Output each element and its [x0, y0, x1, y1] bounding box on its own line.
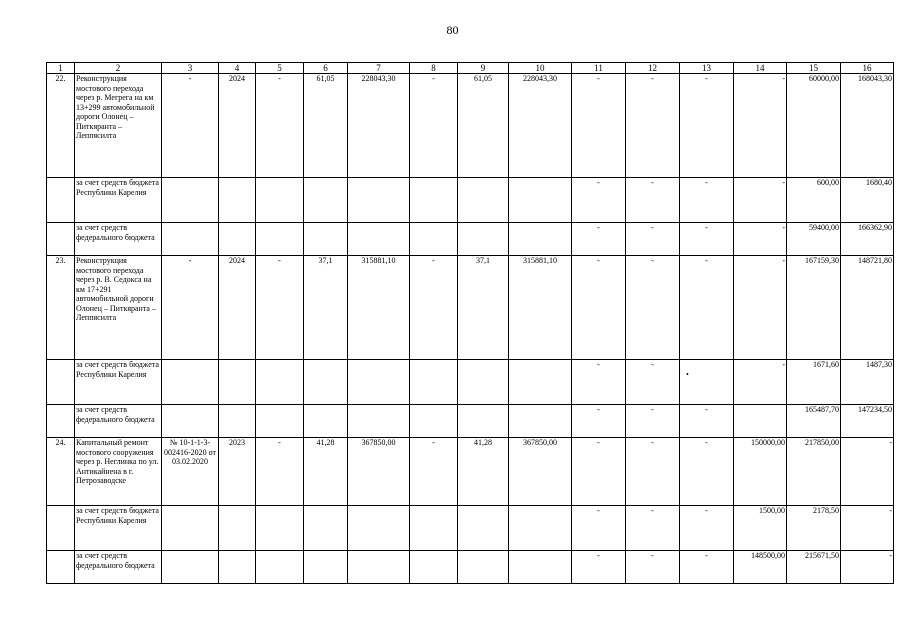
- table-row: [47, 551, 894, 584]
- table-cell: 147234,50: [841, 405, 894, 438]
- table-cell: [509, 360, 572, 405]
- table-cell: -: [734, 360, 787, 405]
- table-cell: 2024: [219, 74, 256, 178]
- table-cell: -: [680, 223, 734, 256]
- table-cell: 228043,30: [348, 74, 410, 178]
- table-cell: [410, 178, 458, 223]
- table-cell: 60000,00: [787, 74, 841, 178]
- table-cell: [219, 506, 256, 551]
- table-cell: 2024: [219, 256, 256, 360]
- table-cell: 23.: [47, 256, 75, 360]
- table-cell: [47, 551, 75, 584]
- table-cell: -: [734, 256, 787, 360]
- table-cell: [509, 506, 572, 551]
- table-cell: 2023: [219, 438, 256, 506]
- table-cell: -: [626, 223, 680, 256]
- table-cell: [410, 223, 458, 256]
- table-cell: -: [572, 178, 626, 223]
- table-cell: -: [680, 74, 734, 178]
- header-cell: 5: [256, 63, 304, 74]
- table-cell: за счет средств федерального бюджета: [75, 551, 162, 584]
- table-cell: [348, 506, 410, 551]
- table-row: [47, 438, 894, 506]
- table-cell: [219, 405, 256, 438]
- header-cell: 3: [162, 63, 219, 74]
- table-cell: 61,05: [304, 74, 348, 178]
- table-cell: 59400,00: [787, 223, 841, 256]
- table-cell: [47, 223, 75, 256]
- table-cell: [256, 223, 304, 256]
- table-cell: 41,28: [304, 438, 348, 506]
- table-cell: [304, 360, 348, 405]
- table-cell: [304, 405, 348, 438]
- table-cell: 315881,10: [509, 256, 572, 360]
- table-cell: [219, 223, 256, 256]
- table-cell: [304, 223, 348, 256]
- table-cell: 1671,60: [787, 360, 841, 405]
- header-cell: 1: [47, 63, 75, 74]
- header-cell: 12: [626, 63, 680, 74]
- table-cell: [162, 223, 219, 256]
- table-cell: -: [841, 506, 894, 551]
- table-cell: -: [162, 256, 219, 360]
- table-cell: -: [572, 405, 626, 438]
- table-cell: [304, 178, 348, 223]
- table-cell: -: [626, 360, 680, 405]
- table-cell: [47, 360, 75, 405]
- table-cell: -: [256, 438, 304, 506]
- header-cell: 6: [304, 63, 348, 74]
- table-cell: за счет средств бюджета Республики Карелия: [75, 360, 162, 405]
- table-cell: -: [680, 405, 734, 438]
- table-cell: [348, 223, 410, 256]
- table-cell: 166362,90: [841, 223, 894, 256]
- table-cell: -: [410, 74, 458, 178]
- table-cell: [410, 506, 458, 551]
- table-cell: -: [572, 360, 626, 405]
- table-cell: -: [626, 551, 680, 584]
- table-cell: 150000,00: [734, 438, 787, 506]
- table-cell: [509, 223, 572, 256]
- table-row: [47, 256, 894, 360]
- table-cell: 61,05: [458, 74, 509, 178]
- table-row: [47, 506, 894, 551]
- table-cell: -: [626, 178, 680, 223]
- table-cell: 24.: [47, 438, 75, 506]
- table-cell: [304, 551, 348, 584]
- table-cell: 165487,70: [787, 405, 841, 438]
- table-cell: [458, 360, 509, 405]
- header-row: [47, 63, 894, 74]
- table-cell: 315881,10: [348, 256, 410, 360]
- table-cell: -: [626, 256, 680, 360]
- table-cell: [458, 223, 509, 256]
- table-cell: 167159,30: [787, 256, 841, 360]
- header-cell: 16: [841, 63, 894, 74]
- header-cell: 9: [458, 63, 509, 74]
- table-cell: -: [572, 223, 626, 256]
- table-cell: -: [410, 438, 458, 506]
- table-cell: -: [572, 438, 626, 506]
- table-cell: [410, 405, 458, 438]
- table-cell: [162, 405, 219, 438]
- table-cell: -: [841, 438, 894, 506]
- table-cell: -: [410, 256, 458, 360]
- table-cell: -: [162, 74, 219, 178]
- table-cell: [256, 506, 304, 551]
- table-cell: 22.: [47, 74, 75, 178]
- table-cell: 37,1: [304, 256, 348, 360]
- table-cell: [162, 506, 219, 551]
- table-cell: [734, 405, 787, 438]
- table-cell: [348, 178, 410, 223]
- table-cell: [219, 360, 256, 405]
- table-cell: за счет средств федерального бюджета: [75, 405, 162, 438]
- table-cell: [47, 405, 75, 438]
- table-cell: [256, 551, 304, 584]
- header-cell: 14: [734, 63, 787, 74]
- table-cell: -: [572, 506, 626, 551]
- header-cell: 10: [509, 63, 572, 74]
- table-cell: [458, 551, 509, 584]
- table-cell: -: [256, 256, 304, 360]
- table-row: [47, 360, 894, 405]
- table-cell: [162, 178, 219, 223]
- table-cell: [458, 405, 509, 438]
- table-cell: 37,1: [458, 256, 509, 360]
- table-cell: [219, 178, 256, 223]
- table-cell: -: [734, 223, 787, 256]
- table-cell: -: [734, 178, 787, 223]
- table-cell: [410, 360, 458, 405]
- table-cell: [162, 551, 219, 584]
- table-cell: 367850,00: [509, 438, 572, 506]
- header-cell: 13: [680, 63, 734, 74]
- header-cell: 15: [787, 63, 841, 74]
- table-cell: 228043,30: [509, 74, 572, 178]
- table-cell: за счет средств федерального бюджета: [75, 223, 162, 256]
- table-cell: -: [626, 506, 680, 551]
- table-cell: 148500,00: [734, 551, 787, 584]
- table-cell: [680, 360, 734, 405]
- table-cell: 41,28: [458, 438, 509, 506]
- table-cell: -: [841, 551, 894, 584]
- header-cell: 11: [572, 63, 626, 74]
- table-cell: [348, 405, 410, 438]
- table-cell: -: [680, 438, 734, 506]
- table-cell: 168043,30: [841, 74, 894, 178]
- table-cell: -: [680, 178, 734, 223]
- stray-mark: •: [686, 370, 689, 379]
- table-cell: № 10-1-1-3-002416-2020 от 03.02.2020: [162, 438, 219, 506]
- table-cell: [410, 551, 458, 584]
- table-cell: [509, 551, 572, 584]
- table-cell: -: [572, 256, 626, 360]
- table-cell: за счет средств бюджета Республики Карелия: [75, 506, 162, 551]
- table-cell: -: [680, 506, 734, 551]
- table-cell: 367850,00: [348, 438, 410, 506]
- table-cell: 148721,80: [841, 256, 894, 360]
- table-cell: -: [680, 551, 734, 584]
- table-cell: [256, 178, 304, 223]
- table-cell: [162, 360, 219, 405]
- table-row: [47, 74, 894, 178]
- table-cell: [219, 551, 256, 584]
- table-cell: [256, 360, 304, 405]
- table-cell: [458, 178, 509, 223]
- table-cell: [47, 506, 75, 551]
- table-row: [47, 405, 894, 438]
- table-cell: 217850,00: [787, 438, 841, 506]
- table-cell: -: [626, 74, 680, 178]
- table-cell: -: [680, 256, 734, 360]
- table-cell: [348, 360, 410, 405]
- table-cell: 600,00: [787, 178, 841, 223]
- table-cell: -: [734, 74, 787, 178]
- table-cell: [256, 405, 304, 438]
- header-cell: 2: [75, 63, 162, 74]
- table-cell: 215671,50: [787, 551, 841, 584]
- header-cell: 4: [219, 63, 256, 74]
- table-cell: -: [256, 74, 304, 178]
- header-cell: 8: [410, 63, 458, 74]
- investment-table: [46, 62, 894, 584]
- header-cell: 7: [348, 63, 410, 74]
- page-number: 80: [446, 23, 459, 37]
- table-cell: [458, 506, 509, 551]
- table-cell: -: [626, 405, 680, 438]
- table-cell: 2178,50: [787, 506, 841, 551]
- table-cell: Капитальный ремонт мостового сооружения через р. Неглинка по ул. Антикайнена в г. Петрозаводске: [75, 438, 162, 506]
- table-cell: [509, 178, 572, 223]
- table-cell: за счет средств бюджета Республики Карелия: [75, 178, 162, 223]
- table-cell: -: [572, 74, 626, 178]
- table-cell: Реконструкция мостового перехода через р. Мегрега на км 13+299 автомобильной дороги Олонец – Питкяранта – Леппясилта: [75, 74, 162, 178]
- table-cell: 1500,00: [734, 506, 787, 551]
- table-cell: [304, 506, 348, 551]
- table-cell: [348, 551, 410, 584]
- table-cell: -: [572, 551, 626, 584]
- table-cell: 1680,40: [841, 178, 894, 223]
- table-row: [47, 178, 894, 223]
- table-cell: [509, 405, 572, 438]
- table-cell: [47, 178, 75, 223]
- table-cell: Реконструкция мостового перехода через р. В. Седокса на км 17+291 автомобильной дороги Олонец – Питкяранта – Леппясилта: [75, 256, 162, 360]
- table-cell: -: [626, 438, 680, 506]
- table-row: [47, 223, 894, 256]
- table-cell: 1487,30: [841, 360, 894, 405]
